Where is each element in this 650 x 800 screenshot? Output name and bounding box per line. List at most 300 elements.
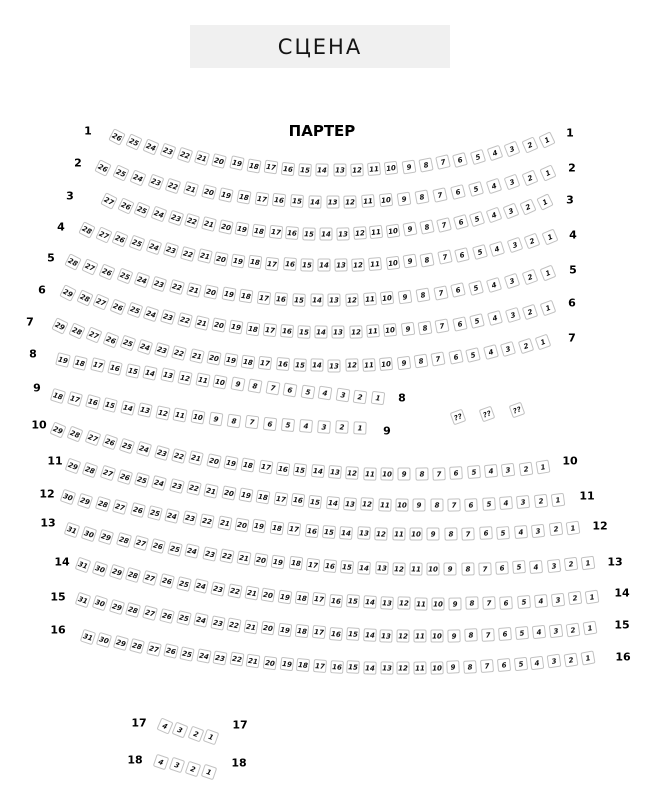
seat-row7-27[interactable]: 27 bbox=[86, 327, 103, 344]
seat-row10-21[interactable]: 21 bbox=[188, 450, 204, 466]
seat-row12-20[interactable]: 20 bbox=[234, 517, 249, 532]
seat-row13-18[interactable]: 18 bbox=[288, 556, 303, 571]
seat-row12-5[interactable]: 5 bbox=[496, 526, 510, 540]
seat-row10-25[interactable]: 25 bbox=[119, 438, 135, 454]
seat-row16-28[interactable]: 28 bbox=[129, 638, 145, 654]
seat-row11-28[interactable]: 28 bbox=[82, 461, 99, 478]
seat-row11-14[interactable]: 14 bbox=[325, 496, 339, 510]
seat-row11-11[interactable]: 11 bbox=[378, 498, 392, 512]
seat-row5-23[interactable]: 23 bbox=[151, 275, 167, 291]
seat-row10-22[interactable]: 22 bbox=[171, 448, 187, 464]
seat-row3-27[interactable]: 27 bbox=[100, 192, 117, 209]
seat-row10-20[interactable]: 20 bbox=[206, 453, 222, 469]
seat-row5-9[interactable]: 9 bbox=[398, 289, 413, 304]
seat-row8-6[interactable]: 6 bbox=[283, 382, 298, 397]
seat-row7-4[interactable]: 4 bbox=[483, 344, 499, 360]
seat-row14-15[interactable]: 15 bbox=[346, 594, 360, 608]
seat-row6-15[interactable]: 15 bbox=[297, 325, 311, 339]
seat-row4-7[interactable]: 7 bbox=[437, 250, 452, 265]
seat-row8-1[interactable]: 1 bbox=[371, 391, 386, 406]
seat-row6-2[interactable]: 2 bbox=[522, 304, 538, 320]
seat-row2-19[interactable]: 19 bbox=[218, 187, 234, 203]
seat-row12-27[interactable]: 27 bbox=[112, 499, 128, 515]
seat-row6-1[interactable]: 1 bbox=[540, 300, 557, 317]
seat-row14-9[interactable]: 9 bbox=[449, 597, 462, 610]
seat-row16-10[interactable]: 10 bbox=[430, 661, 443, 674]
seat-row8-7[interactable]: 7 bbox=[265, 380, 280, 395]
seat-row4-24[interactable]: 24 bbox=[146, 239, 163, 256]
seat-row16-17[interactable]: 17 bbox=[313, 659, 327, 673]
seat-row13-1[interactable]: 1 bbox=[581, 556, 596, 571]
seat-row3-23[interactable]: 23 bbox=[167, 210, 183, 226]
seat-row6-27[interactable]: 27 bbox=[93, 294, 110, 311]
seat-row8-10[interactable]: 10 bbox=[213, 374, 228, 389]
seat-row4-21[interactable]: 21 bbox=[197, 248, 213, 264]
seat-row11-27[interactable]: 27 bbox=[99, 465, 115, 481]
seat-row5-19[interactable]: 19 bbox=[221, 287, 236, 302]
seat-row2-26[interactable]: 26 bbox=[94, 159, 111, 176]
seat-row7-25[interactable]: 25 bbox=[120, 335, 137, 352]
seat-row14-30[interactable]: 30 bbox=[92, 560, 108, 576]
seat-row10-2[interactable]: 2 bbox=[518, 461, 533, 476]
seat-row12-15[interactable]: 15 bbox=[322, 525, 336, 539]
seat-row12-17[interactable]: 17 bbox=[287, 522, 301, 536]
seat-row8-3[interactable]: 3 bbox=[336, 388, 351, 403]
seat-row11-21[interactable]: 21 bbox=[204, 483, 219, 498]
seat-row1-25[interactable]: 25 bbox=[125, 133, 142, 150]
seat-row10-12[interactable]: 12 bbox=[345, 466, 359, 480]
seat-row18-2[interactable]: 2 bbox=[185, 760, 201, 776]
seat-row11-15[interactable]: 15 bbox=[308, 494, 322, 508]
seat-row3-20[interactable]: 20 bbox=[218, 219, 234, 235]
seat-row6-10[interactable]: 10 bbox=[383, 323, 397, 337]
seat-row12-6[interactable]: 6 bbox=[479, 526, 493, 540]
seat-row5-5[interactable]: 5 bbox=[468, 280, 484, 296]
seat-row14-12[interactable]: 12 bbox=[397, 597, 410, 610]
seat-row10-28[interactable]: 28 bbox=[67, 426, 84, 443]
seat-row14-5[interactable]: 5 bbox=[517, 595, 531, 609]
seat-row15-18[interactable]: 18 bbox=[295, 624, 309, 638]
seat-row14-27[interactable]: 27 bbox=[142, 570, 158, 586]
seat-row14-10[interactable]: 10 bbox=[432, 597, 445, 610]
seat-row3-8[interactable]: 8 bbox=[419, 219, 434, 234]
seat-row12-22[interactable]: 22 bbox=[199, 513, 214, 528]
seat-row2-22[interactable]: 22 bbox=[165, 178, 181, 194]
seat-row12-21[interactable]: 21 bbox=[217, 515, 232, 530]
seat-row5-12[interactable]: 12 bbox=[345, 293, 359, 307]
seat-row11-26[interactable]: 26 bbox=[117, 469, 133, 485]
seat-row12-9[interactable]: 9 bbox=[427, 528, 440, 541]
seat-row1-9[interactable]: 9 bbox=[401, 159, 416, 174]
seat-row7-7[interactable]: 7 bbox=[431, 352, 446, 367]
seat-row14-1[interactable]: 1 bbox=[585, 590, 600, 605]
seat-row11-19[interactable]: 19 bbox=[238, 488, 253, 503]
seat-row3-11[interactable]: 11 bbox=[369, 225, 383, 239]
seat-row4-4[interactable]: 4 bbox=[489, 241, 505, 257]
seat-row5-20[interactable]: 20 bbox=[204, 284, 219, 299]
seat-row7-29[interactable]: 29 bbox=[51, 317, 68, 334]
seat-row2-7[interactable]: 7 bbox=[432, 187, 447, 202]
seat-row6-14[interactable]: 14 bbox=[315, 325, 328, 338]
seat-row15-17[interactable]: 17 bbox=[312, 625, 326, 639]
seat-row3-17[interactable]: 17 bbox=[269, 225, 283, 239]
seat-row4-15[interactable]: 15 bbox=[300, 258, 314, 272]
seat-row15-12[interactable]: 12 bbox=[397, 629, 410, 642]
seat-row14-25[interactable]: 25 bbox=[176, 576, 192, 592]
seat-row12-7[interactable]: 7 bbox=[462, 527, 476, 541]
seat-row10-10[interactable]: 10 bbox=[380, 467, 393, 480]
seat-row17-1[interactable]: 1 bbox=[203, 729, 220, 746]
seat-row14-31[interactable]: 31 bbox=[75, 557, 92, 574]
seat-row6-13[interactable]: 13 bbox=[332, 326, 345, 339]
seat-row9-2[interactable]: 2 bbox=[335, 421, 349, 435]
seat-row3-24[interactable]: 24 bbox=[150, 206, 167, 223]
seat-row10-29[interactable]: 29 bbox=[49, 421, 66, 438]
seat-row7-10[interactable]: 10 bbox=[379, 357, 393, 371]
seat-row10-23[interactable]: 23 bbox=[154, 445, 170, 461]
seat-row6-7[interactable]: 7 bbox=[435, 318, 450, 333]
seat-row2-5[interactable]: 5 bbox=[468, 181, 484, 197]
seat-row1-22[interactable]: 22 bbox=[177, 146, 194, 163]
seat-row1-7[interactable]: 7 bbox=[435, 155, 451, 171]
seat-row1-24[interactable]: 24 bbox=[143, 138, 160, 155]
seat-row17-2[interactable]: 2 bbox=[187, 725, 204, 742]
seat-row6-6[interactable]: 6 bbox=[452, 316, 467, 331]
seat-row1-23[interactable]: 23 bbox=[160, 142, 177, 159]
seat-row15-3[interactable]: 3 bbox=[549, 624, 564, 639]
seat-row7-18[interactable]: 18 bbox=[241, 355, 256, 370]
seat-row6-22[interactable]: 22 bbox=[177, 312, 193, 328]
seat-unknown-2[interactable]: ?? bbox=[479, 406, 496, 423]
seat-row6-5[interactable]: 5 bbox=[470, 313, 486, 329]
seat-row17-3[interactable]: 3 bbox=[172, 721, 189, 738]
seat-row16-23[interactable]: 23 bbox=[213, 650, 228, 665]
seat-row4-3[interactable]: 3 bbox=[507, 237, 524, 254]
seat-row3-26[interactable]: 26 bbox=[117, 197, 134, 214]
seat-row2-1[interactable]: 1 bbox=[539, 164, 556, 181]
seat-row12-8[interactable]: 8 bbox=[444, 528, 457, 541]
seat-row13-28[interactable]: 28 bbox=[116, 532, 132, 548]
seat-row15-20[interactable]: 20 bbox=[261, 621, 276, 636]
seat-row15-8[interactable]: 8 bbox=[464, 629, 478, 643]
seat-row8-19[interactable]: 19 bbox=[55, 352, 71, 368]
seat-row16-24[interactable]: 24 bbox=[196, 648, 211, 663]
seat-row5-28[interactable]: 28 bbox=[64, 253, 81, 270]
seat-row14-2[interactable]: 2 bbox=[568, 591, 583, 606]
seat-row2-14[interactable]: 14 bbox=[308, 195, 321, 208]
seat-row16-20[interactable]: 20 bbox=[263, 655, 278, 670]
seat-row15-11[interactable]: 11 bbox=[414, 629, 427, 642]
seat-row5-4[interactable]: 4 bbox=[486, 276, 502, 292]
seat-row5-15[interactable]: 15 bbox=[292, 293, 306, 307]
seat-row11-9[interactable]: 9 bbox=[413, 499, 426, 512]
seat-row16-7[interactable]: 7 bbox=[480, 659, 494, 673]
seat-row15-13[interactable]: 13 bbox=[380, 629, 393, 642]
seat-row11-20[interactable]: 20 bbox=[221, 485, 236, 500]
seat-row6-16[interactable]: 16 bbox=[280, 324, 294, 338]
seat-row9-5[interactable]: 5 bbox=[280, 418, 294, 432]
seat-row3-15[interactable]: 15 bbox=[302, 227, 316, 241]
seat-row16-14[interactable]: 14 bbox=[363, 661, 376, 674]
seat-row7-6[interactable]: 6 bbox=[448, 350, 463, 365]
seat-row5-24[interactable]: 24 bbox=[134, 272, 151, 289]
seat-row10-6[interactable]: 6 bbox=[449, 466, 463, 480]
seat-row13-13[interactable]: 13 bbox=[375, 561, 389, 575]
seat-row4-26[interactable]: 26 bbox=[112, 231, 129, 248]
seat-row4-18[interactable]: 18 bbox=[248, 255, 263, 270]
seat-row14-24[interactable]: 24 bbox=[193, 579, 209, 595]
seat-row3-10[interactable]: 10 bbox=[386, 223, 401, 238]
seat-row9-13[interactable]: 13 bbox=[137, 403, 153, 419]
seat-row12-16[interactable]: 16 bbox=[304, 524, 318, 538]
seat-row11-10[interactable]: 10 bbox=[395, 499, 408, 512]
seat-row5-6[interactable]: 6 bbox=[451, 283, 467, 299]
seat-row13-19[interactable]: 19 bbox=[271, 554, 286, 569]
seat-row5-18[interactable]: 18 bbox=[239, 289, 254, 304]
seat-row15-22[interactable]: 22 bbox=[227, 617, 242, 632]
seat-row9-1[interactable]: 1 bbox=[353, 421, 367, 435]
seat-row4-9[interactable]: 9 bbox=[403, 254, 418, 269]
seat-row7-23[interactable]: 23 bbox=[154, 342, 170, 358]
seat-row9-18[interactable]: 18 bbox=[50, 388, 66, 404]
seat-row1-2[interactable]: 2 bbox=[521, 136, 538, 153]
seat-row9-8[interactable]: 8 bbox=[226, 413, 241, 428]
seat-row15-14[interactable]: 14 bbox=[363, 628, 377, 642]
seat-row11-4[interactable]: 4 bbox=[499, 496, 513, 510]
seat-row6-24[interactable]: 24 bbox=[143, 306, 159, 322]
seat-row8-9[interactable]: 9 bbox=[230, 376, 245, 391]
seat-row13-9[interactable]: 9 bbox=[444, 563, 457, 576]
seat-row8-16[interactable]: 16 bbox=[108, 360, 124, 376]
seat-row9-16[interactable]: 16 bbox=[85, 394, 101, 410]
seat-row5-13[interactable]: 13 bbox=[328, 293, 341, 306]
seat-row16-2[interactable]: 2 bbox=[564, 652, 579, 667]
seat-row11-29[interactable]: 29 bbox=[65, 458, 82, 475]
seat-row1-6[interactable]: 6 bbox=[452, 152, 468, 168]
seat-row11-16[interactable]: 16 bbox=[291, 493, 306, 508]
seat-row7-14[interactable]: 14 bbox=[310, 359, 323, 372]
seat-row13-17[interactable]: 17 bbox=[306, 557, 320, 571]
seat-row8-4[interactable]: 4 bbox=[318, 386, 333, 401]
seat-row1-8[interactable]: 8 bbox=[418, 157, 433, 172]
seat-row12-24[interactable]: 24 bbox=[164, 508, 180, 524]
seat-row13-10[interactable]: 10 bbox=[427, 563, 440, 576]
seat-row4-11[interactable]: 11 bbox=[368, 257, 382, 271]
seat-row6-28[interactable]: 28 bbox=[76, 289, 93, 306]
seat-row14-7[interactable]: 7 bbox=[483, 596, 497, 610]
seat-row8-14[interactable]: 14 bbox=[143, 365, 159, 381]
seat-row11-18[interactable]: 18 bbox=[256, 490, 271, 505]
seat-row11-23[interactable]: 23 bbox=[169, 478, 185, 494]
seat-row16-25[interactable]: 25 bbox=[179, 646, 194, 661]
seat-row3-9[interactable]: 9 bbox=[402, 222, 417, 237]
seat-row6-17[interactable]: 17 bbox=[263, 323, 277, 337]
seat-row15-24[interactable]: 24 bbox=[193, 613, 209, 629]
seat-row15-29[interactable]: 29 bbox=[108, 599, 124, 615]
seat-row12-1[interactable]: 1 bbox=[566, 521, 581, 536]
seat-row10-18[interactable]: 18 bbox=[241, 458, 256, 473]
seat-row12-12[interactable]: 12 bbox=[374, 527, 388, 541]
seat-row12-11[interactable]: 11 bbox=[392, 528, 405, 541]
seat-row10-11[interactable]: 11 bbox=[363, 467, 377, 481]
seat-row16-19[interactable]: 19 bbox=[279, 657, 293, 671]
seat-row7-22[interactable]: 22 bbox=[171, 345, 187, 361]
seat-row16-29[interactable]: 29 bbox=[113, 635, 129, 651]
seat-row6-29[interactable]: 29 bbox=[59, 284, 76, 301]
seat-row16-16[interactable]: 16 bbox=[330, 660, 344, 674]
seat-row2-17[interactable]: 17 bbox=[254, 192, 269, 207]
seat-row15-31[interactable]: 31 bbox=[75, 592, 92, 609]
seat-row9-17[interactable]: 17 bbox=[67, 391, 83, 407]
seat-row13-27[interactable]: 27 bbox=[133, 535, 149, 551]
seat-row7-26[interactable]: 26 bbox=[103, 331, 120, 348]
seat-row13-6[interactable]: 6 bbox=[495, 561, 509, 575]
seat-row6-9[interactable]: 9 bbox=[400, 322, 415, 337]
seat-row4-6[interactable]: 6 bbox=[454, 247, 470, 263]
seat-row2-8[interactable]: 8 bbox=[414, 190, 429, 205]
seat-row13-14[interactable]: 14 bbox=[357, 561, 371, 575]
seat-row7-28[interactable]: 28 bbox=[68, 322, 85, 339]
seat-row13-11[interactable]: 11 bbox=[409, 562, 422, 575]
seat-row7-11[interactable]: 11 bbox=[362, 358, 376, 372]
seat-row14-14[interactable]: 14 bbox=[363, 595, 377, 609]
seat-row2-12[interactable]: 12 bbox=[344, 195, 357, 208]
seat-row7-9[interactable]: 9 bbox=[396, 355, 410, 369]
seat-row9-6[interactable]: 6 bbox=[262, 416, 276, 430]
seat-row15-1[interactable]: 1 bbox=[583, 621, 598, 636]
seat-row11-2[interactable]: 2 bbox=[533, 494, 547, 508]
seat-row12-3[interactable]: 3 bbox=[531, 524, 545, 538]
seat-row13-2[interactable]: 2 bbox=[564, 557, 578, 571]
seat-row3-18[interactable]: 18 bbox=[252, 223, 267, 238]
seat-row10-8[interactable]: 8 bbox=[415, 467, 428, 480]
seat-row17-4[interactable]: 4 bbox=[156, 717, 173, 734]
seat-row10-14[interactable]: 14 bbox=[310, 464, 324, 478]
seat-row13-5[interactable]: 5 bbox=[512, 561, 526, 575]
seat-row7-12[interactable]: 12 bbox=[345, 359, 358, 372]
seat-row8-15[interactable]: 15 bbox=[125, 363, 141, 379]
seat-row16-27[interactable]: 27 bbox=[146, 641, 162, 657]
seat-row14-18[interactable]: 18 bbox=[295, 591, 310, 606]
seat-row3-22[interactable]: 22 bbox=[184, 213, 200, 229]
seat-row11-17[interactable]: 17 bbox=[273, 491, 288, 506]
seat-row2-23[interactable]: 23 bbox=[147, 174, 164, 191]
seat-row5-26[interactable]: 26 bbox=[99, 263, 116, 280]
seat-row14-20[interactable]: 20 bbox=[261, 587, 276, 602]
seat-row10-16[interactable]: 16 bbox=[276, 461, 291, 476]
seat-row7-5[interactable]: 5 bbox=[465, 347, 481, 363]
seat-row7-2[interactable]: 2 bbox=[517, 337, 533, 353]
seat-row7-21[interactable]: 21 bbox=[189, 348, 205, 364]
seat-row13-12[interactable]: 12 bbox=[392, 562, 405, 575]
seat-row7-1[interactable]: 1 bbox=[535, 334, 552, 351]
seat-row11-22[interactable]: 22 bbox=[186, 481, 202, 497]
seat-row9-3[interactable]: 3 bbox=[317, 420, 331, 434]
seat-row9-7[interactable]: 7 bbox=[244, 415, 259, 430]
seat-row8-5[interactable]: 5 bbox=[300, 384, 315, 399]
seat-row12-14[interactable]: 14 bbox=[339, 526, 353, 540]
seat-row12-4[interactable]: 4 bbox=[514, 525, 528, 539]
seat-row10-24[interactable]: 24 bbox=[136, 441, 152, 457]
seat-row15-10[interactable]: 10 bbox=[431, 629, 444, 642]
seat-row9-4[interactable]: 4 bbox=[298, 419, 312, 433]
seat-row10-3[interactable]: 3 bbox=[501, 463, 516, 478]
seat-row1-18[interactable]: 18 bbox=[246, 158, 261, 173]
seat-row4-16[interactable]: 16 bbox=[283, 258, 297, 272]
seat-row15-2[interactable]: 2 bbox=[566, 622, 581, 637]
seat-row13-7[interactable]: 7 bbox=[478, 562, 492, 576]
seat-row4-25[interactable]: 25 bbox=[129, 235, 146, 252]
seat-row15-27[interactable]: 27 bbox=[142, 605, 158, 621]
seat-row4-10[interactable]: 10 bbox=[386, 256, 400, 270]
seat-row15-5[interactable]: 5 bbox=[515, 626, 529, 640]
seat-row2-4[interactable]: 4 bbox=[486, 178, 502, 194]
seat-row12-26[interactable]: 26 bbox=[130, 502, 146, 518]
seat-row11-6[interactable]: 6 bbox=[464, 498, 478, 512]
seat-row4-27[interactable]: 27 bbox=[95, 226, 112, 243]
seat-row10-4[interactable]: 4 bbox=[484, 464, 498, 478]
seat-row1-21[interactable]: 21 bbox=[194, 150, 210, 166]
seat-row2-6[interactable]: 6 bbox=[450, 184, 466, 200]
seat-row5-27[interactable]: 27 bbox=[82, 258, 99, 275]
seat-row10-17[interactable]: 17 bbox=[258, 460, 273, 475]
seat-row18-3[interactable]: 3 bbox=[169, 757, 185, 773]
seat-row7-8[interactable]: 8 bbox=[414, 354, 429, 369]
seat-row2-3[interactable]: 3 bbox=[504, 174, 521, 191]
seat-row13-22[interactable]: 22 bbox=[219, 548, 234, 563]
seat-row14-21[interactable]: 21 bbox=[244, 585, 259, 600]
seat-row18-4[interactable]: 4 bbox=[153, 754, 169, 770]
seat-row16-5[interactable]: 5 bbox=[513, 657, 527, 671]
seat-row3-3[interactable]: 3 bbox=[503, 203, 520, 220]
seat-row10-26[interactable]: 26 bbox=[102, 434, 119, 451]
seat-row13-23[interactable]: 23 bbox=[202, 546, 217, 561]
seat-unknown-1[interactable]: ?? bbox=[450, 409, 467, 426]
seat-row4-20[interactable]: 20 bbox=[214, 251, 229, 266]
seat-row13-30[interactable]: 30 bbox=[81, 525, 97, 541]
seat-row14-23[interactable]: 23 bbox=[210, 581, 225, 596]
seat-row4-28[interactable]: 28 bbox=[78, 221, 95, 238]
seat-row4-8[interactable]: 8 bbox=[420, 252, 435, 267]
seat-row5-17[interactable]: 17 bbox=[257, 290, 271, 304]
seat-row8-11[interactable]: 11 bbox=[195, 372, 210, 387]
seat-row6-4[interactable]: 4 bbox=[487, 310, 503, 326]
seat-row14-4[interactable]: 4 bbox=[534, 594, 548, 608]
seat-row13-31[interactable]: 31 bbox=[64, 522, 81, 539]
seat-row15-7[interactable]: 7 bbox=[481, 628, 495, 642]
seat-row4-17[interactable]: 17 bbox=[265, 256, 279, 270]
seat-row14-28[interactable]: 28 bbox=[125, 567, 141, 583]
seat-row3-4[interactable]: 4 bbox=[486, 207, 503, 224]
seat-row3-2[interactable]: 2 bbox=[519, 198, 536, 215]
seat-row18-1[interactable]: 1 bbox=[201, 764, 217, 780]
seat-row4-23[interactable]: 23 bbox=[163, 242, 179, 258]
seat-row3-1[interactable]: 1 bbox=[536, 193, 553, 210]
seat-row14-17[interactable]: 17 bbox=[312, 592, 326, 606]
seat-row9-14[interactable]: 14 bbox=[120, 400, 136, 416]
seat-row7-19[interactable]: 19 bbox=[223, 353, 238, 368]
seat-row10-5[interactable]: 5 bbox=[467, 465, 481, 479]
seat-row14-19[interactable]: 19 bbox=[278, 589, 293, 604]
seat-row2-20[interactable]: 20 bbox=[201, 184, 217, 200]
seat-row2-9[interactable]: 9 bbox=[397, 192, 412, 207]
seat-row3-19[interactable]: 19 bbox=[235, 221, 250, 236]
seat-row6-18[interactable]: 18 bbox=[245, 321, 260, 336]
seat-row5-1[interactable]: 1 bbox=[540, 265, 557, 282]
seat-row15-23[interactable]: 23 bbox=[210, 615, 225, 630]
seat-row5-25[interactable]: 25 bbox=[116, 268, 133, 285]
seat-row15-30[interactable]: 30 bbox=[92, 595, 108, 611]
